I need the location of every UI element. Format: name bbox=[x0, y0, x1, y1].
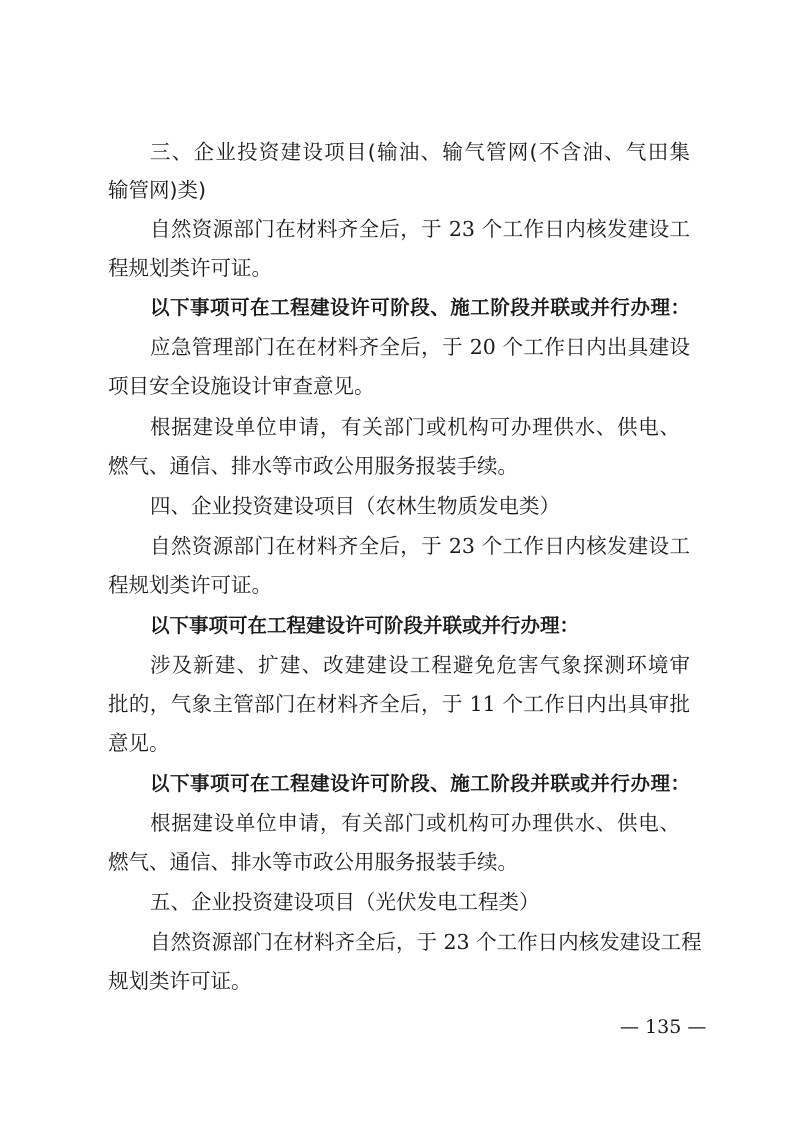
paragraph-line: 项目安全设施设计审查意见。 bbox=[108, 374, 375, 398]
paragraph-line: 根据建设单位申请，有关部门或机构可办理供水、供电、 bbox=[150, 415, 680, 439]
paragraph-line: 自然资源部门在材料齐全后，于 23 个工作日内核发建设工 bbox=[150, 217, 690, 241]
parallel-items-heading: 以下事项可在工程建设许可阶段、施工阶段并联或并行办理： bbox=[150, 296, 690, 319]
paragraph-line: 程规划类许可证。 bbox=[108, 256, 272, 280]
paragraph-line: 规划类许可证。 bbox=[108, 969, 252, 993]
paragraph-line: 根据建设单位申请，有关部门或机构可办理供水、供电、 bbox=[150, 811, 680, 835]
paragraph-line: 燃气、通信、排水等市政公用服务报装手续。 bbox=[108, 850, 518, 874]
section-heading-3: 三、企业投资建设项目(输油、输气管网(不含油、气田集 bbox=[150, 140, 690, 164]
paragraph-line: 自然资源部门在材料齐全后，于 23 个工作日内核发建设工程 bbox=[150, 930, 702, 954]
parallel-items-heading: 以下事项可在工程建设许可阶段并联或并行办理： bbox=[150, 614, 580, 637]
paragraph-line: 涉及新建、扩建、改建建设工程避免危害气象探测环境审 bbox=[150, 653, 690, 677]
paragraph-line: 批的，气象主管部门在材料齐全后，于 11 个工作日内出具审批 bbox=[108, 692, 690, 716]
page-number: — 135 — bbox=[620, 1016, 707, 1038]
paragraph-line: 自然资源部门在材料齐全后，于 23 个工作日内核发建设工 bbox=[150, 534, 690, 558]
paragraph-line: 燃气、通信、排水等市政公用服务报装手续。 bbox=[108, 454, 518, 478]
section-heading-5: 五、企业投资建设项目（光伏发电工程类） bbox=[150, 890, 540, 914]
paragraph-line: 意见。 bbox=[108, 731, 170, 755]
section-heading-4: 四、企业投资建设项目（农林生物质发电类） bbox=[150, 494, 560, 518]
paragraph-line: 应急管理部门在在材料齐全后，于 20 个工作日内出具建设 bbox=[150, 335, 690, 359]
paragraph-line: 程规划类许可证。 bbox=[108, 573, 272, 597]
parallel-items-heading: 以下事项可在工程建设许可阶段、施工阶段并联或并行办理： bbox=[150, 772, 690, 795]
section-heading-3-cont: 输管网)类) bbox=[108, 178, 206, 202]
